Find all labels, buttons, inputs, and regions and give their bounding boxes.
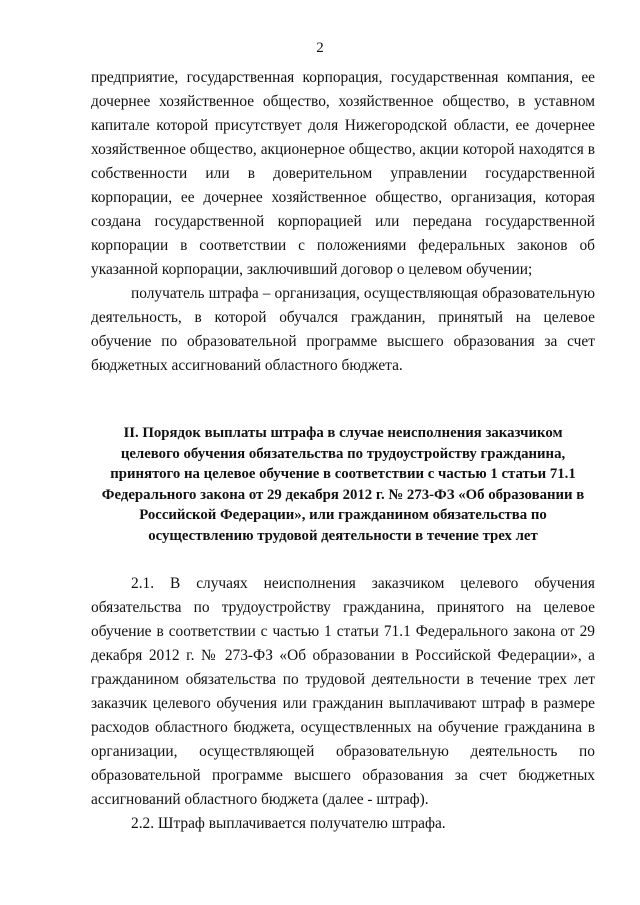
paragraph-fine-recipient-definition: получатель штрафа – организация, осуществляющая образовательную деятельность, в которой обучался гражданин, принятый на целевое обучение по образовательной программе высшего образования за счет бюджетных ассигнований областного бюджета. (91, 285, 595, 374)
paragraph-customer-definition-continued: предприятие, государственная корпорация, государственная компания, ее дочернее хозяйственное общество, хозяйственное общество, в уставном капитале которой присутствует доля Нижегородской области, ее дочернее хозяйственное общество, акционерное общество, акции которой находятся в собственности или в доверительном управлении государственной корпорации, ее дочернее хозяйственное общество, организация, которая создана государственной корпорацией или передана государственной корпорации в соответствии с положениями федеральных законов об указанной корпорации, заключивший договор о целевом обучении; (91, 69, 595, 278)
paragraph-2-2: 2.2. Штраф выплачивается получателю штрафа. (131, 815, 446, 832)
document-body (91, 66, 595, 836)
page-number: 2 (316, 40, 324, 56)
section-heading: II. Порядок выплаты штрафа в случае неисполнения заказчиком целевого обучения обязательства по трудоустройству гражданина, принятого на целевое обучение в соответствии с частью 1 статьи 71.1 Федерального закона от 29 декабря 2012 г. № 273-ФЗ «Об образовании в Российской Федерации», или гражданином обязательства по осуществлению трудовой деятельности в течение трех лет (101, 425, 585, 544)
paragraph-2-1: 2.1. В случаях неисполнения заказчиком целевого обучения обязательства по трудоустройству гражданина, принятого на целевое обучение в соответствии с частью 1 статьи 71.1 Федерального закона от 29 декабря 2012 г. № 273-ФЗ «Об образовании в Российской Федерации», а гражданином обязательства по трудовой деятельности в течение трех лет заказчик целевого обучения или гражданин выплачивают штраф в размере расходов областного бюджета, осуществленных на обучение гражданина в организации, осуществляющей образовательную деятельность по образовательной программе высшего образования за счет бюджетных ассигнований областного бюджета (далее - штраф). (91, 575, 595, 808)
